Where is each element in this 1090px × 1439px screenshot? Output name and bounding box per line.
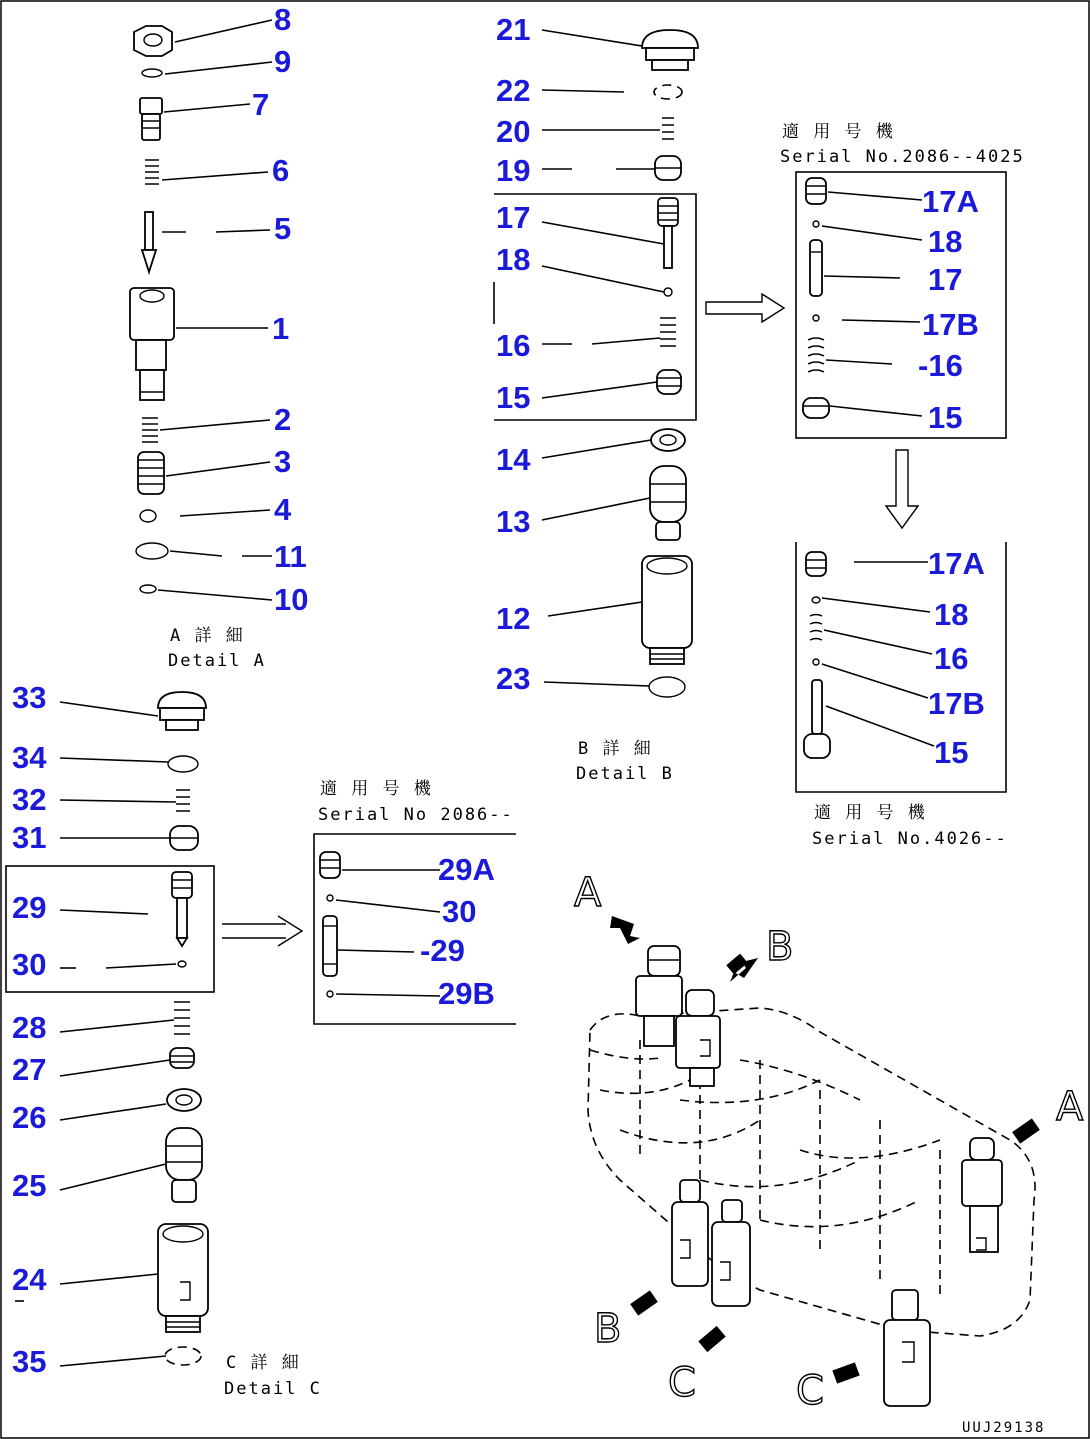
label-23: 23: [496, 661, 531, 696]
part-9-oring: [142, 69, 162, 77]
part-30-ball-c: [327, 895, 333, 901]
label-3: 3: [274, 444, 292, 479]
label-32: 32: [12, 782, 47, 817]
label-b1-16: -16: [918, 348, 963, 383]
part-35-oring: [165, 1347, 201, 1365]
part-23-oring: [649, 677, 685, 697]
assembly-valve-a-right: [962, 1138, 1002, 1252]
part-16-spring-b2: [810, 615, 822, 641]
label-6: 6: [272, 153, 290, 188]
part-30-ball: [178, 961, 186, 967]
serial-b1-title-jp: 適 用 号 機: [782, 122, 895, 142]
detail-b: [494, 12, 784, 784]
label-29: 29: [12, 890, 47, 925]
part-18-ball-b2: [812, 597, 820, 603]
label-31: 31: [12, 820, 47, 855]
part-5-needle: [142, 212, 156, 272]
part-10-ring: [140, 585, 156, 593]
part-33-cap: [158, 692, 206, 730]
part-4-ring: [140, 510, 156, 522]
label-c-29: -29: [420, 933, 465, 968]
view-arrow-a-icon: [610, 916, 640, 944]
part-1-valve-body: [130, 288, 174, 400]
label-c-29b: 29B: [438, 976, 495, 1011]
arrow-right-icon: [706, 294, 784, 322]
part-29a-plug: [320, 852, 340, 878]
part-13-sleeve: [650, 466, 686, 540]
part-20-spring: [662, 118, 674, 139]
serial-b2-title-en: Serial No.4026--: [812, 829, 1008, 849]
label-b1-17: 17: [928, 262, 963, 297]
view-arrow-a2-icon: [1012, 1118, 1040, 1143]
label-b2-17a: 17A: [928, 546, 985, 581]
part-26-ring: [167, 1089, 201, 1111]
label-24: 24: [12, 1262, 47, 1297]
view-letter-b: B: [766, 924, 794, 970]
label-26: 26: [12, 1100, 47, 1135]
label-11: 11: [274, 539, 307, 574]
part-15-seat-b2: [804, 680, 830, 758]
part-16-spring-b1: [808, 338, 824, 372]
caption-detail-b-en: Detail B: [576, 764, 674, 784]
serial-box-b1: [780, 122, 1025, 528]
part-22-oring: [654, 85, 682, 99]
label-28: 28: [12, 1010, 47, 1045]
view-letter-c: C: [668, 1360, 696, 1406]
part-17-valve: [658, 198, 678, 268]
label-19: 19: [496, 153, 531, 188]
detail-a: [130, 2, 308, 671]
label-c-30: 30: [442, 894, 477, 929]
part-6-spring: [145, 160, 159, 184]
part-29-stem-c: [323, 916, 337, 976]
part-16-spring: [660, 318, 676, 346]
label-b2-16: 16: [934, 641, 969, 676]
part-32-spring: [176, 790, 190, 811]
arrow-right-icon-c: [222, 916, 302, 946]
label-10: 10: [274, 582, 309, 617]
label-9: 9: [274, 44, 292, 79]
assembly-valve-c-right: [884, 1290, 930, 1406]
view-arrow-c2-icon: [832, 1362, 859, 1383]
caption-detail-a-jp: A 詳 細: [170, 626, 245, 646]
label-34: 34: [12, 740, 47, 775]
view-letter-a: A: [574, 870, 602, 916]
label-b2-17b: 17B: [928, 686, 985, 721]
part-17-stem-b1: [810, 240, 822, 296]
label-14: 14: [496, 442, 531, 477]
part-27-seat: [170, 1048, 194, 1068]
serial-b2-title-jp: 適 用 号 機: [814, 803, 927, 823]
part-14-ring: [651, 429, 685, 451]
part-3-piston: [138, 452, 164, 494]
label-21: 21: [496, 12, 531, 47]
serial-box-c: [314, 779, 516, 1024]
label-4: 4: [274, 492, 292, 527]
label-c-29a: 29A: [438, 852, 495, 887]
label-2: 2: [274, 402, 292, 437]
caption-detail-b-jp: B 詳 細: [578, 739, 653, 759]
part-17a-plug-b2: [806, 552, 826, 576]
label-b1-15: 15: [928, 400, 963, 435]
label-30: 30: [12, 947, 47, 982]
label-b2-15: 15: [934, 735, 969, 770]
label-33: 33: [12, 680, 47, 715]
serial-b1-title-en: Serial No.2086--4025: [780, 147, 1025, 167]
label-17: 17: [496, 200, 531, 235]
label-b1-17b: 17B: [922, 307, 979, 342]
caption-detail-c-en: Detail C: [224, 1379, 322, 1399]
part-19-seat: [655, 156, 681, 180]
part-17a-plug: [806, 178, 826, 204]
label-13: 13: [496, 504, 531, 539]
label-18: 18: [496, 242, 531, 277]
view-arrow-b-icon: [726, 954, 758, 982]
view-letter-b2: B: [594, 1306, 622, 1352]
label-b1-18: 18: [928, 224, 963, 259]
part-8-nut: [134, 26, 172, 56]
caption-detail-c-jp: C 詳 細: [226, 1353, 301, 1373]
view-letter-c2: C: [796, 1368, 824, 1414]
part-29b-ball: [327, 991, 333, 997]
part-7-plug: [140, 98, 162, 140]
assembly-valve-c-left: [712, 1200, 750, 1306]
label-20: 20: [496, 114, 531, 149]
label-15: 15: [496, 380, 531, 415]
label-5: 5: [274, 211, 292, 246]
view-arrow-c-icon: [698, 1326, 725, 1352]
serial-c-title-jp: 適 用 号 機: [320, 779, 433, 799]
part-15-seat: [657, 370, 681, 394]
drawing-code: UUJ29138: [962, 1420, 1046, 1436]
label-35: 35: [12, 1344, 47, 1379]
serial-box-b2: [796, 542, 1008, 849]
part-15-seat-b1: [803, 398, 829, 418]
serial-c-title-en: Serial No 2086--: [318, 805, 514, 825]
arrow-down-icon: [886, 450, 918, 528]
part-29-valve: [172, 872, 192, 946]
part-17b-ball-b1: [813, 315, 819, 321]
label-7: 7: [252, 87, 270, 122]
part-12-body: [642, 556, 692, 664]
detail-c: [6, 680, 322, 1399]
part-25-sleeve: [166, 1128, 202, 1202]
label-27: 27: [12, 1052, 47, 1087]
label-1: 1: [272, 311, 290, 346]
label-16: 16: [496, 328, 531, 363]
part-18-ball: [664, 288, 672, 296]
view-arrow-b2-icon: [630, 1290, 658, 1315]
part-2-spring: [142, 418, 158, 442]
label-12: 12: [496, 601, 531, 636]
part-34-oring: [168, 756, 198, 772]
part-18-ball-b1: [813, 221, 819, 227]
label-8: 8: [274, 2, 292, 37]
part-31-seat: [170, 826, 198, 850]
label-22: 22: [496, 73, 531, 108]
part-28-spring: [174, 1002, 190, 1034]
assembly-valve-b-bottom: [672, 1180, 708, 1286]
part-24-body: [158, 1224, 208, 1332]
part-17b-ball-b2: [813, 659, 819, 665]
valve-assembly-view: [574, 870, 1084, 1414]
caption-detail-a-en: Detail A: [168, 651, 266, 671]
view-letter-a2: A: [1056, 1084, 1084, 1130]
part-11-oring: [136, 543, 168, 559]
part-21-cap: [642, 30, 698, 70]
label-b2-18: 18: [934, 597, 969, 632]
label-b1-17a: 17A: [922, 184, 979, 219]
label-25: 25: [12, 1168, 47, 1203]
